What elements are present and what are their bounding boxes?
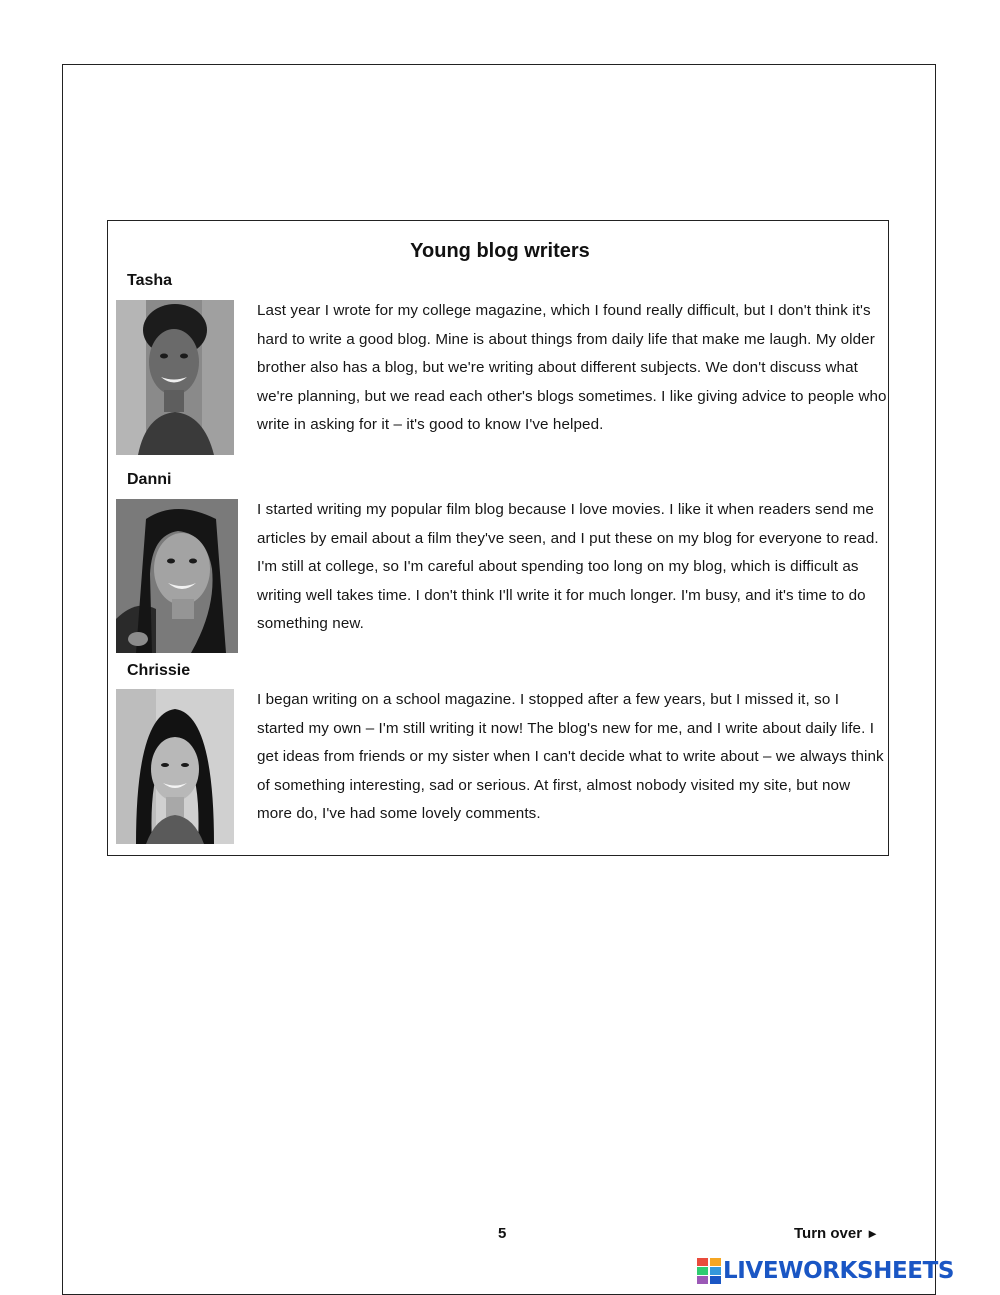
turn-over-text: Turn over xyxy=(794,1225,863,1242)
liveworksheets-logo[interactable] xyxy=(697,1254,954,1288)
danni-photo xyxy=(116,499,238,653)
turn-over-label xyxy=(794,1225,879,1242)
writer-name-danni: Danni xyxy=(127,471,172,488)
writer-name-tasha: Tasha xyxy=(127,272,173,289)
article-title: Young blog writers xyxy=(410,240,590,262)
blocks-icon xyxy=(697,1258,721,1284)
chrissie-blog-text: I began writing on a school magazine. I stopped after a few years, but I missed it, so I started my own – I'm still writing it now! The blog's new for me, and I write about daily life. I get ideas from friends or my sister when I can't decide what to write about – we always think of something interesting, sad or serious. At first, almost nobody visited my site, but now more do, I've had some lovely comments. xyxy=(257,691,884,823)
danni-blog-text: I started writing my popular film blog because I love movies. I like it when readers send me articles by email about a film they've seen, and I put these on my blog for everyone to read. I'm still at college, so I'm careful about spending too long on my blog, which is difficult as writing well takes time. I don't think I'll write it for much longer. I'm busy, and it's time to do something new. xyxy=(257,501,879,633)
writer-name-chrissie: Chrissie xyxy=(127,662,191,679)
chrissie-photo xyxy=(116,689,234,844)
brand-text: LIVEWORKSHEETS xyxy=(723,1258,955,1284)
play-arrow-icon: ► xyxy=(866,1226,879,1241)
tasha-photo xyxy=(116,300,234,455)
page-number: 5 xyxy=(498,1225,507,1242)
tasha-blog-text: Last year I wrote for my college magazine, which I found really difficult, but I don't think it's hard to write a good blog. Mine is about things from daily life that make me laugh. My older brother also has a blog, but we're writing about different subjects. We don't discuss what we're planning, but we read each other's blogs sometimes. I like giving advice to people who write in asking for it – it's good to know I've helped. xyxy=(257,302,887,434)
